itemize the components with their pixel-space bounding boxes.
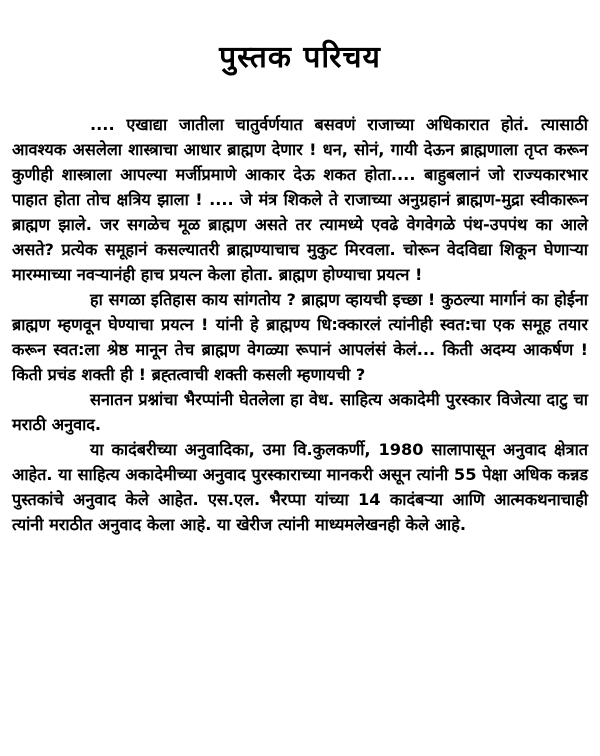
page-title: पुस्तक परिचय xyxy=(219,40,381,75)
paragraph-1: .... एखाद्या जातीला चातुर्वर्णयात बसवणं राजाच्या अधिकारात होतं. त्यासाठी आवश्यक असलेला शास्त्राचा आधार ब्राह्मण देणार ! धन, सोनं, गायी देऊन ब्राह्मणाला तृप्त करून कुणीही शास्त्राला आपल्या मर्जीप्रमाणे आकार देऊ शकत होता.... बाहुबलानं जो राज्यकारभार पाहात होता तोच क्षत्रिय झाला ! .... जे मंत्र शिकले ते राजाच्या अनुग्रहानं ब्राह्मण-मुद्रा स्वीकारून ब्राह्मण झाले. जर सगळेच मूळ ब्राह्मण असते तर त्यामध्ये एवढे वेगवेगळे पंथ-उपपंथ का आले असते? प्रत्येक समूहानं कसल्यातरी ब्राह्मण्याचाच मुकुट मिरवला. चोरून वेदविद्या शिकून घेणाऱ्या मारम्माच्या नवऱ्यानंही हाच प्रयत्न केला होता. ब्राह्मण होण्याचा प्रयत्न ! xyxy=(12,115,588,284)
paragraph-2: हा सगळा इतिहास काय सांगतोय ? ब्राह्मण व्हायची इच्छा ! कुठल्या मार्गानं का होईना ब्राह्मण म्हणवून घेण्याचा प्रयत्न ! यांनी हे ब्राह्मण्य धि:क्कारलं त्यांनीही स्वत:चा एक समूह तयार करून स्वत:ला श्रेष्ठ मानून तेच ब्राह्मण वेगळ्या रूपानं आपलंसं केलं... किती अदम्य आकर्षण ! किती प्रचंड शक्ती ही ! ब्रह्तत्वाची शक्ती कसली म्हणायची ? xyxy=(12,290,588,384)
book-description xyxy=(12,112,588,537)
paragraph-4: या कादंबरीच्या अनुवादिका, उमा वि.कुलकर्णी, 1980 सालापासून अनुवाद क्षेत्रात आहेत. या साहित्य अकादेमीच्या अनुवाद पुरस्काराच्या मानकरी असून त्यांनी 55 पेक्षा अधिक कन्नड पुस्तकांचे अनुवाद केले आहेत. एस.एल. भैरप्पा यांच्या 14 कादंबऱ्या आणि आत्मकथनाचाही त्यांनी मराठीत अनुवाद केला आहे. या खेरीज त्यांनी माध्यमलेखनही केले आहे. xyxy=(12,440,588,534)
paragraph-3: सनातन प्रश्नांचा भैरप्पांनी घेतलेला हा वेध. साहित्य अकादेमी पुरस्कार विजेत्या दाटु चा मराठी अनुवाद. xyxy=(12,390,588,434)
